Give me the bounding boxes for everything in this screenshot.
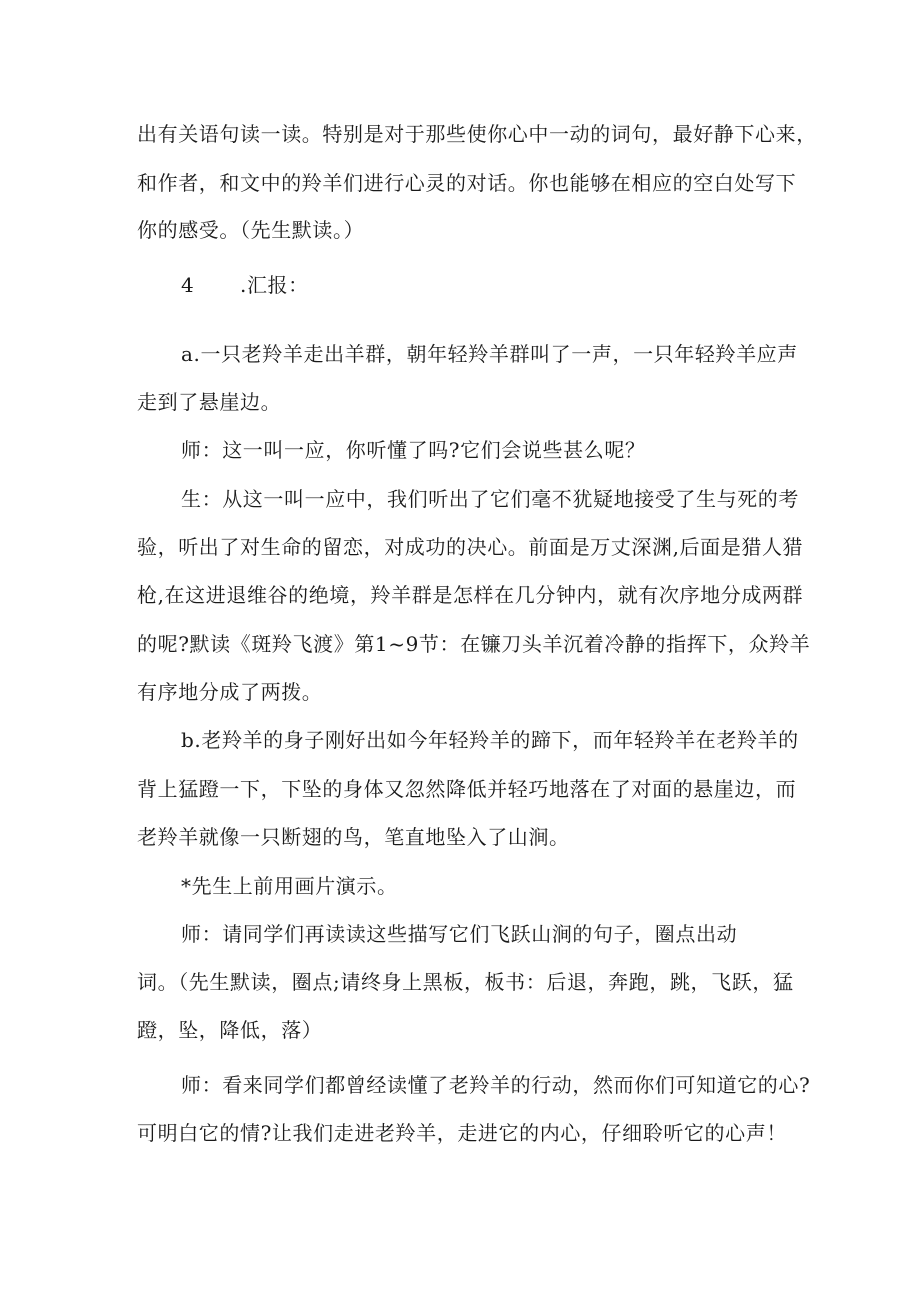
- text-line: 验，听出了对生命的留恋，对成功的决心。前面是万丈深渊,后面是猎人猎: [137, 535, 804, 559]
- section-heading: .汇报：: [240, 273, 309, 297]
- text-line: 有序地分成了两拨。: [137, 680, 323, 704]
- text-line: 老羚羊就像一只断翅的鸟，笔直地坠入了山涧。: [137, 825, 570, 849]
- text-line: 和作者，和文中的羚羊们进行心灵的对话。你也能够在相应的空白处写下: [137, 171, 797, 195]
- text-line: 师：这一叫一应，你听懂了吗?它们会说些甚么呢？: [181, 438, 646, 462]
- list-number: 4: [181, 273, 195, 297]
- text-line: a.一只老羚羊走出羊群，朝年轻羚羊群叫了一声，一只年轻羚羊应声: [181, 342, 798, 366]
- text-line: 出有关语句读一读。特别是对于那些使你心中一动的词句，最好静下心来，: [137, 122, 817, 146]
- text-line: 背上猛蹬一下，下坠的身体又忽然降低并轻巧地落在了对面的悬崖边，而: [137, 777, 797, 801]
- text-line: 走到了悬崖边。: [137, 390, 282, 414]
- text-line: 生：从这一叫一应中，我们听出了它们毫不犹疑地接受了生与死的考: [181, 487, 799, 511]
- text-line: 词。（先生默读，圈点;请终身上黑板，板书：后退，奔跑，跳，飞跃，猛: [137, 970, 794, 994]
- text-line: 的呢?默读《斑羚飞渡》第1~9节：在镰刀头羊沉着冷静的指挥下，众羚羊: [137, 632, 811, 656]
- text-line: 师：看来同学们都曾经读懂了老羚羊的行动，然而你们可知道它的心?: [181, 1073, 811, 1097]
- text-line: 枪,在这进退维谷的绝境，羚羊群是怎样在几分钟内，就有次序地分成两群: [137, 583, 804, 607]
- text-line: 师：请同学们再读读这些描写它们飞跃山涧的句子，圈点出动: [181, 922, 738, 946]
- text-line: 蹬，坠，降低，落）: [137, 1018, 323, 1042]
- text-line: b.老羚羊的身子刚好出如今年轻羚羊的蹄下，而年轻羚羊在老羚羊的: [181, 728, 799, 752]
- text-line: 你的感受。（先生默读。）: [137, 218, 365, 242]
- text-line: *先生上前用画片演示。: [181, 874, 398, 898]
- text-line: 可明白它的情?让我们走进老羚羊，走进它的内心，仔细聆听它的心声！: [137, 1121, 787, 1145]
